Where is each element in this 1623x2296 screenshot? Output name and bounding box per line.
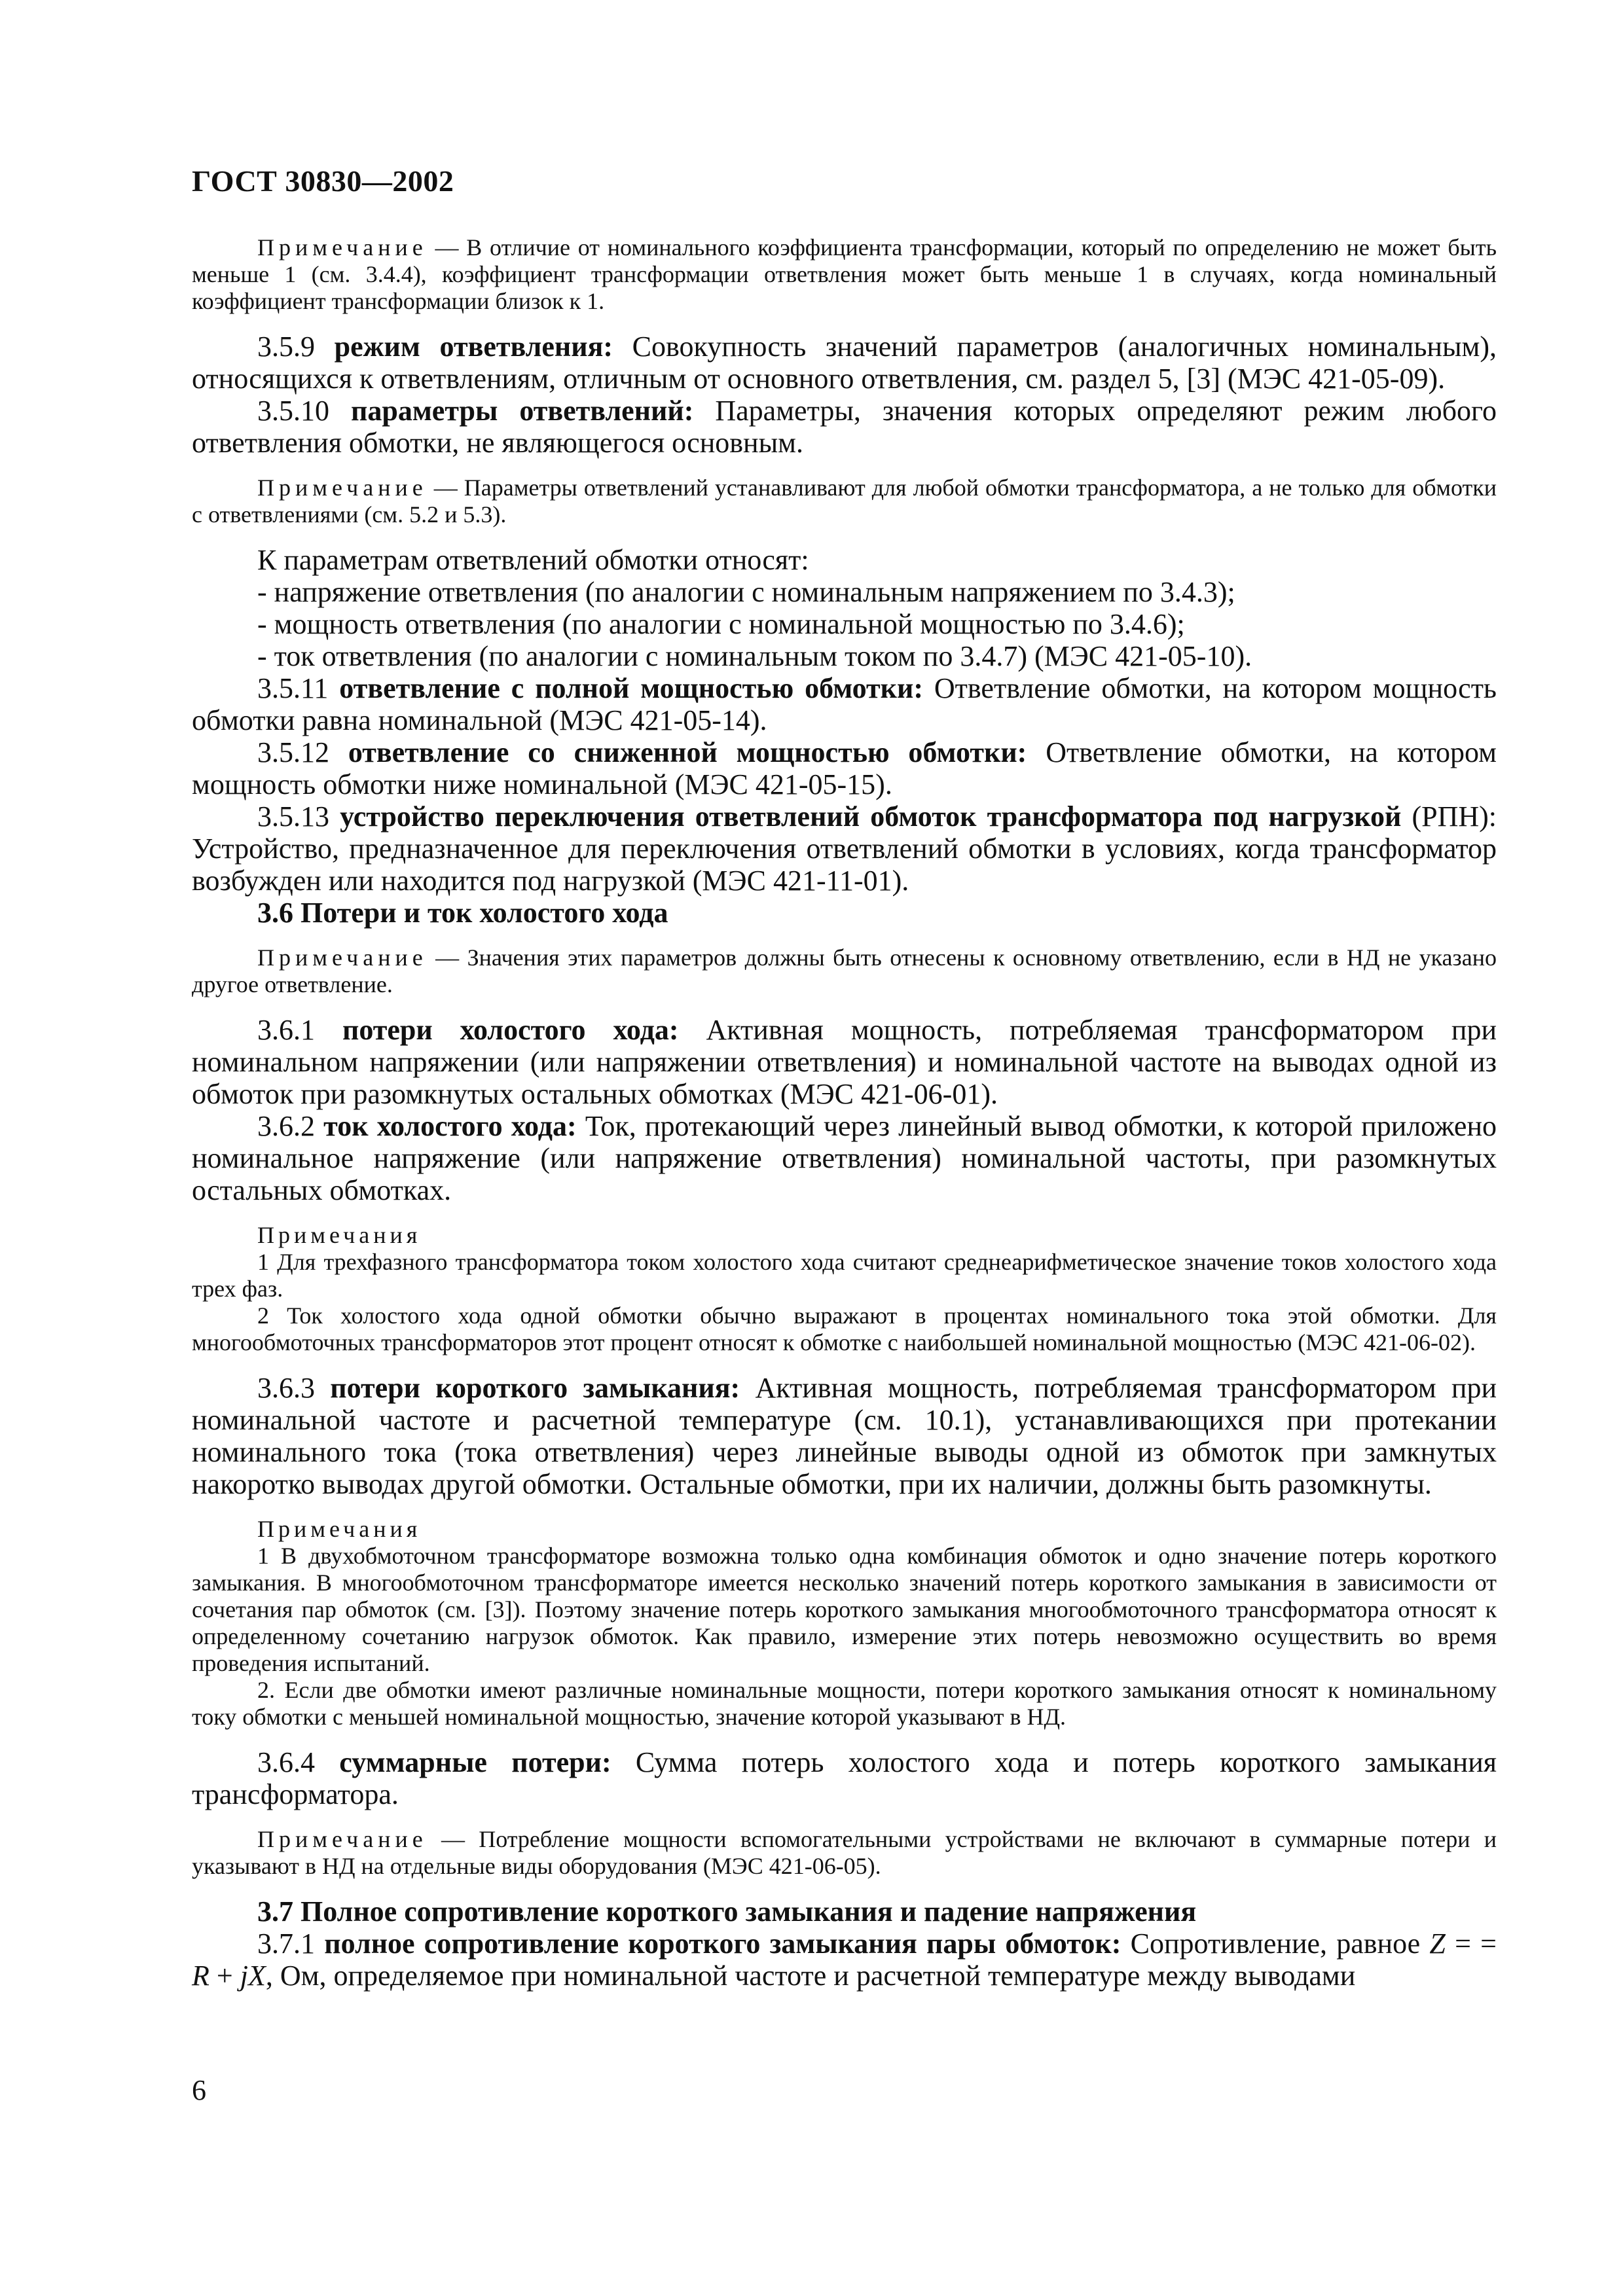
clause-term: устройство переключения ответвлений обмоток трансформатора под нагрузкой: [340, 800, 1402, 833]
clause-term: потери короткого замыкания:: [330, 1372, 740, 1404]
note-item: 2. Если две обмотки имеют различные номинальные мощности, потери короткого замыкания относят к номинальному току обмотки с меньшей номинальной мощностью, значение которой указывают в НД.: [192, 1677, 1497, 1730]
clause-3-5-10: [192, 395, 1497, 459]
note-label: Примечание: [257, 1826, 428, 1852]
clause-number: 3.5.10: [257, 395, 352, 427]
notes-label: Примечания: [257, 1222, 422, 1248]
clause-number: 3.6.3: [257, 1372, 331, 1404]
note-label: Примечание: [257, 944, 428, 971]
note-label: Примечание: [257, 234, 428, 260]
clause-text: Сопротивление, равное: [1121, 1928, 1430, 1960]
formula-z: Z: [1429, 1928, 1446, 1960]
clause-3-5-9: [192, 331, 1497, 395]
clause-text: +: [209, 1960, 240, 1992]
clause-term: ответвление с полной мощностью обмотки:: [339, 672, 923, 704]
clause-term: ток холостого хода:: [323, 1110, 577, 1142]
note-item: 2 Ток холостого хода одной обмотки обычно выражают в процентах номинального тока этой обмотки. Для многообмоточных трансформаторов этот процент относят к обмотке с наибольшей номинальной мощностью (МЭС 421-06-02).: [192, 1302, 1497, 1355]
clause-number: 3.7.1: [257, 1928, 325, 1960]
clause-text: Совокупность значений параметров (аналогичных номинальным), относящихся к ответвлениям, отличным от основного ответвления, см. раздел 5, [3] (МЭС 421-05-09).: [192, 331, 1497, 395]
note-text: — Параметры ответвлений устанавливают для любой обмотки трансформатора, а не только для обмотки с ответвлениями (см. 5.2 и 5.3).: [192, 475, 1497, 528]
note-item: 1 В двухобмоточном трансформаторе возможна только одна комбинация обмоток и одно значение потерь короткого замыкания. В многообмоточном трансформаторе имеется несколько значений потерь короткого замыкания в зависимости от сочетания пар обмоток (см. [3]). Поэтому значение потерь короткого замыкания многообмоточного трансформатора относят к определенному сочетанию нагрузок обмоток. Как правило, измерение этих потерь невозможно осуществить во время проведения испытаний.: [192, 1543, 1497, 1676]
clause-text: (РПН): Устройство, предназначенное для переключения ответвлений обмотки в условиях, когда трансформатор возбужден или находится под нагрузкой (МЭС 421-11-01).: [192, 800, 1497, 897]
clause-3-6-4: [192, 1746, 1497, 1810]
clause-text: Активная мощность, потребляемая трансформатором при номинальной частоте и расчетной температуре (см. 10.1), устанавливающихся при протекании номинального тока (тока ответвления) через линейные выводы одной из обмоток при замкнутых накоротко выводах другой обмотки. Остальные обмотки, при их наличии, должны быть разомкнуты.: [192, 1372, 1497, 1500]
params-list-item: - ток ответвления (по аналогии с номинальным током по 3.4.7) (МЭС 421-05-10).: [257, 640, 1252, 672]
note-text: — В отличие от номинального коэффициента трансформации, который по определению не может быть меньше 1 (см. 3.4.4), коэффициент трансформации ответвления может быть меньше 1 в случаях, когда номинальный коэффициент трансформации близок к 1.: [192, 234, 1497, 314]
clause-term: суммарные потери:: [339, 1746, 611, 1778]
clause-text: Параметры, значения которых определяют режим любого ответвления обмотки, не являющегося основным.: [192, 395, 1497, 459]
formula-jx: jX: [240, 1960, 266, 1992]
notes-3-6-2: [192, 1222, 1497, 1356]
clause-text: Ответвление обмотки, на котором мощность обмотки ниже номинальной (МЭС 421-05-15).: [192, 736, 1497, 800]
clause-text: , Ом, определяемое при номинальной частоте и расчетной температуре между выводами: [265, 1960, 1356, 1992]
clause-3-6-3: [192, 1372, 1497, 1500]
clause-text: Активная мощность, потребляемая трансформатором при номинальном напряжении (или напряжении ответвления) и номинальной частоте на выводах одной из обмоток при разомкнутых остальных обмотках (МЭС 421-06-01).: [192, 1014, 1497, 1110]
clause-term: режим ответвления:: [334, 331, 613, 363]
note-item: 1 Для трехфазного трансформатора током холостого хода считают среднеарифметическое значение токов холостого хода трех фаз.: [192, 1249, 1497, 1302]
clause-3-6-1: [192, 1014, 1497, 1110]
params-intro: К параметрам ответвлений обмотки относят:: [257, 544, 809, 576]
clause-3-5-12: [192, 736, 1497, 800]
clause-term: ответвление со сниженной мощностью обмотки:: [348, 736, 1027, 768]
clause-3-7-1: [192, 1928, 1497, 1992]
clause-text: Ток, протекающий через линейный вывод обмотки, к которой приложено номинальное напряжение (или напряжение ответвления) номинальной частоты, при разомкнутых остальных обмотках.: [192, 1110, 1497, 1206]
clause-number: 3.5.11: [257, 672, 340, 704]
note-text: — Значения этих параметров должны быть отнесены к основному ответвлению, если в НД не указано другое ответвление.: [192, 944, 1497, 997]
clause-number: 3.5.13: [257, 800, 340, 833]
clause-term: параметры ответвлений:: [351, 395, 694, 427]
clause-3-5-11: [192, 672, 1497, 736]
page-number: 6: [192, 2074, 206, 2106]
note-3-6-4: [192, 1826, 1497, 1880]
note-3-5-8: [192, 234, 1497, 315]
note-text: — Потребление мощности вспомогательными устройствами не включают в суммарные потери и указывают в НД на отдельные виды оборудования (МЭС 421-06-05).: [192, 1826, 1497, 1879]
notes-label: Примечания: [257, 1516, 422, 1542]
clause-number: 3.5.12: [257, 736, 348, 768]
section-heading-3-6: 3.6 Потери и ток холостого хода: [257, 897, 668, 929]
clause-text: Сумма потерь холостого хода и потерь короткого замыкания трансформатора.: [192, 1746, 1497, 1810]
notes-3-6-3: [192, 1516, 1497, 1731]
clause-number: 3.6.4: [257, 1746, 340, 1778]
clause-text: Ответвление обмотки, на котором мощность обмотки равна номинальной (МЭС 421-05-14).: [192, 672, 1497, 736]
section-heading-3-7: 3.7 Полное сопротивление короткого замыкания и падение напряжения: [257, 1895, 1197, 1928]
clause-text: = =: [1445, 1928, 1497, 1960]
page-header-title: ГОСТ 30830—2002: [192, 164, 454, 198]
clause-number: 3.5.9: [257, 331, 335, 363]
page-content: [192, 234, 1497, 1992]
note-3-6: [192, 944, 1497, 998]
clause-number: 3.6.1: [257, 1014, 342, 1046]
note-label: Примечание: [257, 475, 428, 501]
clause-number: 3.6.2: [257, 1110, 324, 1142]
clause-term: потери холостого хода:: [342, 1014, 679, 1046]
clause-term: полное сопротивление короткого замыкания пары обмоток:: [324, 1928, 1122, 1960]
params-list-item: - напряжение ответвления (по аналогии с номинальным напряжением по 3.4.3);: [257, 576, 1235, 608]
params-list-item: - мощность ответвления (по аналогии с номинальной мощностью по 3.4.6);: [257, 608, 1185, 640]
note-3-5-10: [192, 475, 1497, 528]
formula-r: R: [192, 1960, 210, 1992]
clause-3-6-2: [192, 1110, 1497, 1206]
clause-3-5-13: [192, 800, 1497, 897]
